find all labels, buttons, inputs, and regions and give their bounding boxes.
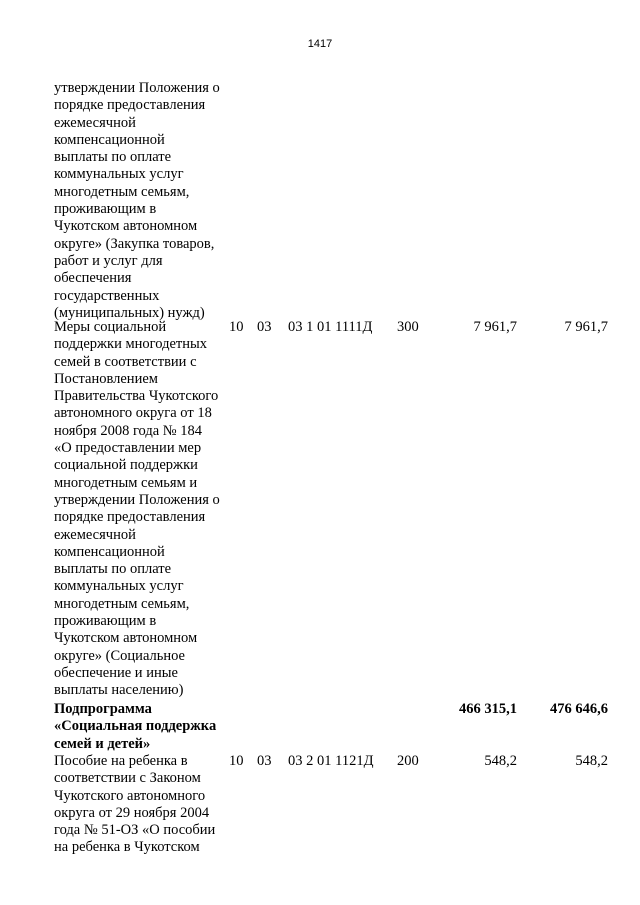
description-line: Пособие на ребенка в: [54, 753, 188, 769]
description-line: Подпрограмма: [54, 701, 152, 717]
description-line: семей и детей»: [54, 735, 151, 752]
description-line: на ребенка в Чукотском: [54, 839, 200, 856]
subsection-code: 03: [257, 753, 272, 769]
description-line: государственных: [54, 287, 160, 304]
amount-year-1: 466 315,1: [459, 701, 517, 717]
description-line: работ и услуг для: [54, 252, 163, 269]
description-line: (муниципальных) нужд): [54, 304, 205, 321]
amount-year-1: 548,2: [484, 753, 517, 769]
description-line: порядке предоставления: [54, 509, 206, 526]
description-line: «Социальная поддержка: [54, 718, 217, 735]
description-line: Меры социальной: [54, 319, 167, 335]
description-line: порядке предоставления: [54, 97, 206, 114]
expense-type-code: 200: [397, 753, 419, 769]
description-line: социальной поддержки: [54, 457, 198, 474]
row-description: [54, 319, 229, 700]
target-article-code: 03 2 01 1121Д: [288, 753, 374, 769]
row-description: [54, 80, 229, 322]
description-line: ноября 2008 года № 184: [54, 422, 203, 439]
description-line: многодетным семьям,: [54, 595, 190, 612]
description-line: соответствии с Законом: [54, 770, 201, 787]
description-line: утверждении Положения о: [54, 80, 220, 96]
description-line: ежемесячной: [54, 114, 136, 131]
description-line: проживающим в: [54, 613, 157, 630]
description-line: Чукотском автономном: [54, 218, 198, 235]
section-code: 10: [229, 319, 244, 335]
description-line: Постановлением: [54, 370, 158, 387]
amount-year-1: 7 961,7: [473, 319, 517, 335]
description-line: года № 51-ОЗ «О пособии: [54, 822, 216, 839]
page-number: 1417: [307, 38, 333, 50]
description-line: округа от 29 ноября 2004: [54, 804, 210, 821]
description-line: выплаты населению): [54, 682, 184, 699]
description-line: компенсационной: [54, 543, 165, 560]
expense-type-code: 300: [397, 319, 419, 335]
description-line: утверждении Положения о: [54, 491, 220, 508]
description-line: округе» (Социальное: [54, 647, 185, 664]
subprogram-title: [54, 701, 229, 753]
description-line: проживающим в: [54, 201, 157, 218]
description-line: семей в соответствии с: [54, 353, 197, 370]
description-line: ежемесячной: [54, 526, 136, 543]
description-line: выплаты по оплате: [54, 149, 172, 166]
subsection-code: 03: [257, 319, 272, 335]
amount-year-2: 7 961,7: [564, 319, 608, 335]
description-line: многодетным семьям,: [54, 183, 190, 200]
amount-year-2: 476 646,6: [550, 701, 608, 717]
description-line: обеспечение и иные: [54, 664, 178, 681]
amount-year-2: 548,2: [575, 753, 608, 769]
description-line: компенсационной: [54, 131, 165, 148]
description-line: «О предоставлении мер: [54, 440, 202, 457]
description-line: Чукотского автономного: [54, 787, 206, 804]
description-line: Правительства Чукотского: [54, 388, 219, 405]
description-line: поддержки многодетных: [54, 336, 207, 353]
description-line: автономного округа от 18: [54, 405, 212, 422]
row-description: [54, 753, 229, 857]
target-article-code: 03 1 01 1111Д: [288, 319, 373, 335]
description-line: коммунальных услуг: [54, 166, 184, 183]
description-line: округе» (Закупка товаров,: [54, 235, 215, 252]
description-line: коммунальных услуг: [54, 578, 184, 595]
description-line: выплаты по оплате: [54, 561, 172, 578]
section-code: 10: [229, 753, 244, 769]
description-line: многодетным семьям и: [54, 474, 198, 491]
description-line: обеспечения: [54, 270, 132, 287]
description-line: Чукотском автономном: [54, 630, 198, 647]
